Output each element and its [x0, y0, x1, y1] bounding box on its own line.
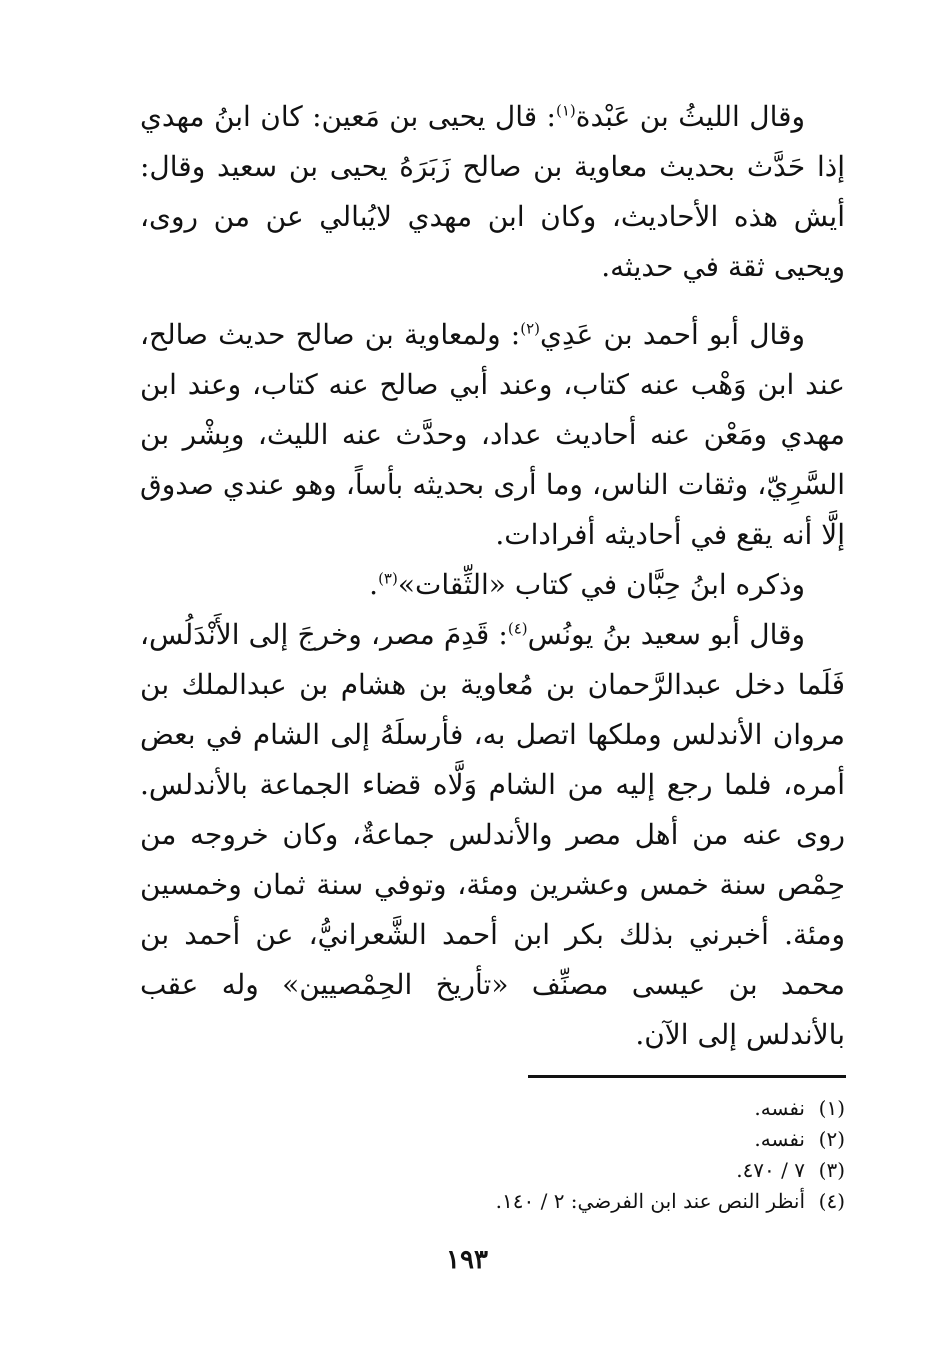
paragraph-text: : قَدِمَ مصر، وخرجَ إلى الأَنْدَلُس، فَلَما دخل عبدالرَّحمان بن مُعاوية بن هشام بن عبدالملك بن مروان الأندلس وملكها اتصل به، فأرسلَهُ إلى الشام في بعض أمره، فلما رجع إليه من الشام وَلَّاه قضاء الجماعة بالأندلس. روى عنه من أهل مصر والأندلس جماعةٌ، وكان خروجه من حِمْص سنة خمس وعشرين ومئة، وتوفي سنة ثمان وخمسين ومئة. أخبرني بذلك بكر ابن أحمد الشَّعرانيُّ، عن أحمد بن محمد بن عيسى مصنِّف «تأريخ الحِمْصيين» وله عقب بالأندلس إلى الآن.: [140, 618, 846, 1051]
footnote-item: [300, 1124, 845, 1155]
paragraph-text: : ولمعاوية بن صالح حديث صالح، عند ابن وَهْب عنه كتاب، وعند أبي صالح عنه كتاب، وعند ابن مهدي ومَعْن عنه أحاديث عداد، وحدَّث عنه الليث، وبِشْر بن السَّرِيّ، وثقات الناس، وما أرى بحديثه بأساً، وهو عندي صدوق إلَّا أنه يقع في أحاديثه أفرادات.: [140, 318, 845, 551]
footnote-item: [300, 1093, 845, 1124]
footnotes-list: [300, 1093, 845, 1217]
footnote-text: أنظر النص عند ابن الفرضي: ٢ / ١٤٠.: [495, 1189, 805, 1213]
footnote-number: (٢): [818, 1127, 845, 1151]
main-text: [140, 92, 845, 1060]
paragraph-ibn-adi: [140, 310, 845, 560]
footnote-ref-3: (٣): [378, 569, 398, 588]
footnote-number: (٤): [818, 1189, 845, 1213]
paragraph-text: وقال أبو أحمد بن عَدِي: [540, 318, 805, 351]
paragraph-text: .: [369, 568, 379, 601]
paragraph-text: وذكره ابنُ حِبَّان في كتاب «الثِّقات»: [397, 568, 805, 601]
footnote-ref-1: (١): [556, 101, 576, 120]
paragraph-ibn-hibban: [140, 560, 845, 610]
footnote-item: [300, 1186, 845, 1217]
page-number: ١٩٣: [446, 1245, 488, 1275]
footnote-text: نفسه.: [754, 1127, 805, 1151]
paragraph-text: وقال الليثُ بن عَبْدة: [575, 100, 806, 133]
footnote-number: (١): [818, 1096, 845, 1120]
paragraph-text: وقال أبو سعيد بنُ يونُس: [527, 618, 806, 651]
footnote-separator: [528, 1075, 846, 1078]
paragraph-text: : قال يحيى بن مَعين: كان ابنُ مهدي إذا حَدَّث بحديث معاوية بن صالح زَبَرَهُ يحيى بن سعيد وقال: أيش هذه الأحاديث، وكان ابن مهدي لايُبالي عن من روى، ويحيى ثقة في حديثه.: [140, 100, 845, 283]
footnote-item: [300, 1155, 845, 1186]
footnote-text: ٧ / ٤٧٠.: [736, 1158, 805, 1182]
footnote-number: (٣): [818, 1158, 845, 1182]
paragraph-layth: [140, 92, 845, 292]
footnote-ref-2: (٢): [520, 319, 541, 338]
footnote-ref-4: (٤): [507, 619, 528, 638]
footnote-text: نفسه.: [754, 1096, 805, 1120]
paragraph-ibn-yunus: [140, 610, 845, 1060]
